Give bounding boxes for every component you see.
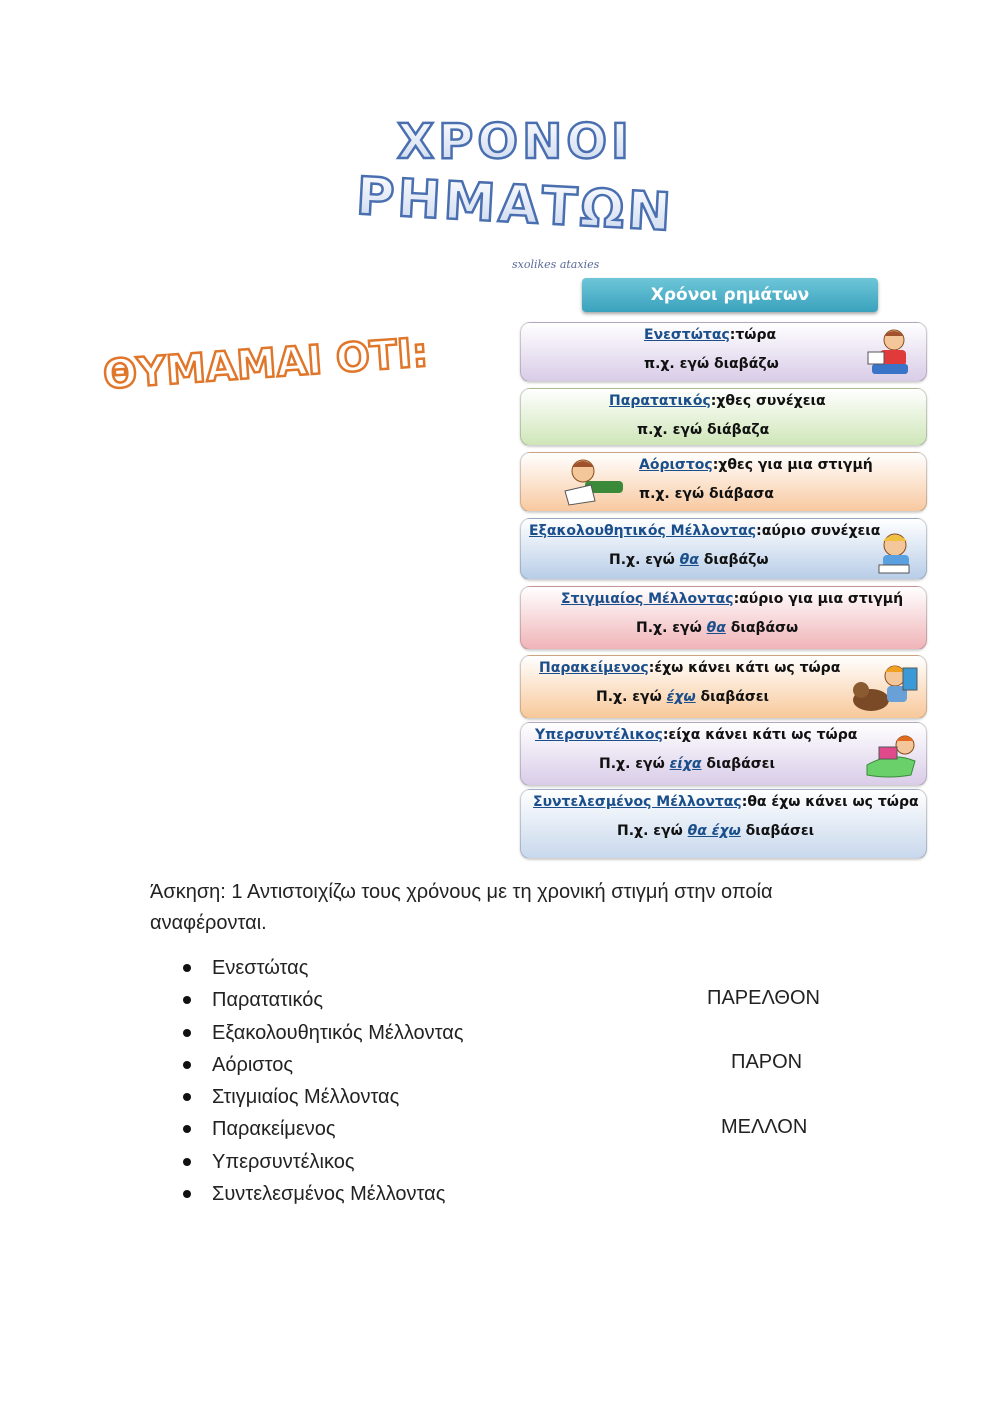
list-item: Συντελεσμένος Μέλλοντας bbox=[180, 1178, 463, 1210]
tense-name: Παρακείμενος bbox=[539, 660, 649, 676]
tense-example-underlined: έχω bbox=[666, 689, 696, 705]
tense-desc: :τώρα bbox=[729, 327, 777, 343]
list-item: Παρατατικός bbox=[180, 984, 463, 1016]
exercise-instruction: Άσκηση: 1 Αντιστοιχίζω τους χρόνους με τη χρονική στιγμή στην οποία αναφέρονται. bbox=[150, 881, 773, 934]
tense-example-underlined: θα bbox=[679, 552, 699, 568]
list-item: Αόριστος bbox=[180, 1049, 463, 1081]
list-item: Ενεστώτας bbox=[180, 952, 463, 984]
tense-example-end: διαβάσει bbox=[740, 823, 815, 839]
tense-example: Π.χ. εγώ bbox=[636, 620, 707, 636]
tense-name: Εξακολουθητικός Μέλλοντας bbox=[529, 523, 757, 539]
tense-example-underlined: θα έχω bbox=[687, 823, 741, 839]
credit-text: sxolikes ataxies bbox=[512, 258, 600, 271]
tense-desc: :χθες συνέχεια bbox=[710, 393, 826, 409]
chart-header: Χρόνοι ρημάτων bbox=[582, 278, 878, 312]
child-with-dog-icon bbox=[851, 660, 921, 714]
tense-example-underlined: θα bbox=[706, 620, 726, 636]
list-item: Παρακείμενος bbox=[180, 1113, 463, 1145]
tense-name: Υπερσυντέλικος bbox=[535, 727, 663, 743]
time-word-present: ΠΑΡΟΝ bbox=[731, 1051, 803, 1073]
tense-card-syntelesmenos bbox=[520, 789, 927, 859]
remember-heading-text: ΘΥΜΑΜΑΙ ΟΤΙ: bbox=[101, 329, 430, 399]
tense-desc: :χθες για μια στιγμή bbox=[712, 457, 873, 473]
tense-card-paratatikos bbox=[520, 388, 927, 446]
tense-card-enestotas bbox=[520, 322, 927, 382]
time-word-future: ΜΕΛΛΟΝ bbox=[721, 1116, 808, 1138]
tense-example-underlined: είχα bbox=[669, 756, 702, 772]
tense-name: Ενεστώτας bbox=[644, 327, 730, 343]
tense-card-exakolouthitikos bbox=[520, 518, 927, 580]
tense-example-end: διαβάσει bbox=[695, 689, 769, 705]
remember-heading bbox=[95, 318, 430, 408]
title-line-1: ΧΡΟΝΟΙ bbox=[397, 114, 633, 170]
child-reading-icon bbox=[561, 455, 629, 509]
child-lying-reading-icon bbox=[861, 731, 923, 781]
title-line-2: ΡΗΜΑΤΩΝ bbox=[354, 166, 676, 244]
tense-list bbox=[180, 952, 463, 1210]
tense-card-stigmiaios bbox=[520, 586, 927, 650]
child-reading-icon bbox=[869, 527, 921, 577]
tense-example: π.χ. εγώ διαβάζω bbox=[644, 356, 779, 372]
list-item: Στιγμιαίος Μέλλοντας bbox=[180, 1081, 463, 1113]
list-item: Υπερσυντέλικος bbox=[180, 1146, 463, 1178]
tense-card-parakeimenos bbox=[520, 655, 927, 719]
time-word-past: ΠΑΡΕΛΘΟΝ bbox=[707, 987, 820, 1009]
child-reading-icon bbox=[866, 326, 916, 378]
tense-example-end: διαβάζω bbox=[698, 552, 769, 568]
tense-example-end: διαβάσω bbox=[725, 620, 799, 636]
tense-desc: :έχω κάνει κάτι ως τώρα bbox=[648, 660, 841, 676]
tense-desc: :θα έχω κάνει ως τώρα bbox=[741, 794, 919, 810]
tense-example: Π.χ. εγώ bbox=[599, 756, 670, 772]
tense-example-end: διαβάσει bbox=[701, 756, 775, 772]
title-wordart bbox=[300, 110, 730, 250]
tense-desc: :αύριο για μια στιγμή bbox=[733, 591, 904, 607]
tense-card-ypersyntelikos bbox=[520, 722, 927, 786]
tense-example: π.χ. εγώ διάβαζα bbox=[637, 422, 770, 438]
tense-example: π.χ. εγώ διάβασα bbox=[639, 486, 774, 502]
tense-example: Π.χ. εγώ bbox=[609, 552, 680, 568]
tense-desc: :αύριο συνέχεια bbox=[756, 523, 881, 539]
tense-card-aoristos bbox=[520, 452, 927, 512]
tense-name: Παρατατικός bbox=[609, 393, 711, 409]
tense-name: Στιγμιαίος Μέλλοντας bbox=[561, 591, 734, 607]
tense-desc: :είχα κάνει κάτι ως τώρα bbox=[662, 727, 858, 743]
tense-name: Συντελεσμένος Μέλλοντας bbox=[533, 794, 742, 810]
list-item: Εξακολουθητικός Μέλλοντας bbox=[180, 1017, 463, 1049]
tense-example: Π.χ. εγώ bbox=[617, 823, 688, 839]
tense-name: Αόριστος bbox=[639, 457, 713, 473]
tense-example: Π.χ. εγώ bbox=[596, 689, 667, 705]
